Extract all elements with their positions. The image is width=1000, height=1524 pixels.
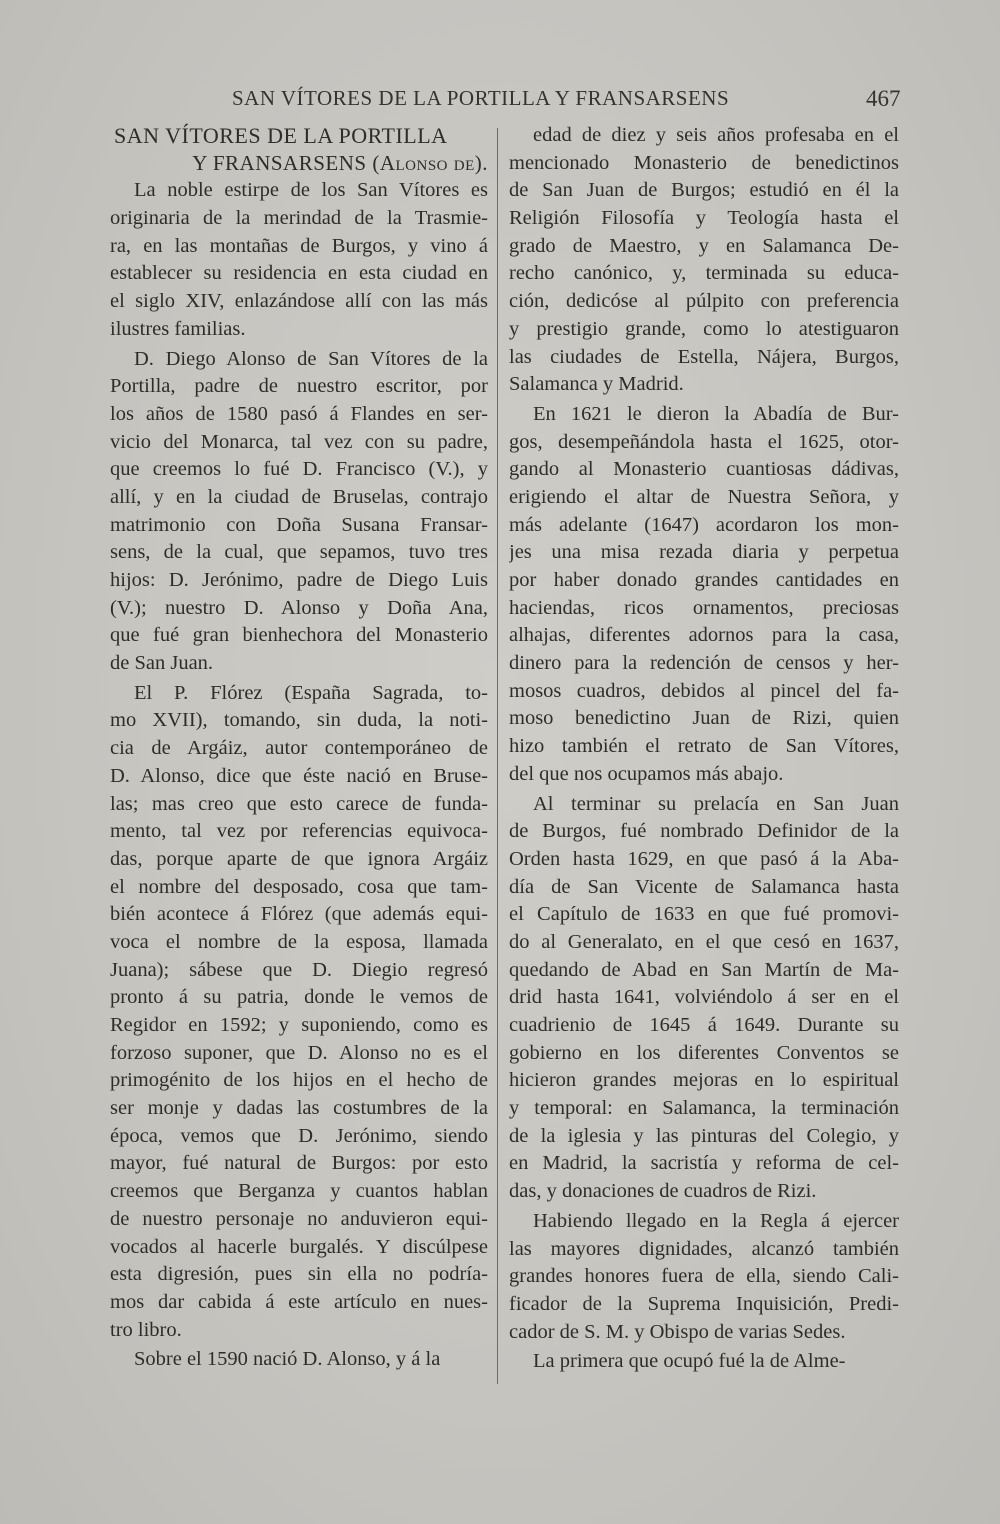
right-column [509,122,899,1376]
text-line: más adelante (1647) acordaron los mon- [509,513,899,536]
text-line: las mayores dignidades, alcanzó también [509,1237,899,1260]
text-line: Habiendo llegado en la Regla á ejercer [533,1209,899,1232]
text-line: En 1621 le dieron la Abadía de Bur- [533,402,899,425]
text-line: ilustres familias. [110,317,246,340]
text-line: gos, desempeñándola hasta el 1625, otor- [509,430,899,453]
paragraph [509,401,899,789]
text-line: La primera que ocupó fué la de Alme- [533,1350,846,1373]
text-line: época, vemos que D. Jerónimo, siendo [110,1124,488,1147]
text-line: das, y donaciones de cuadros de Rizi. [509,1180,817,1203]
text-line: originaria de la merindad de la Trasmie- [110,207,488,230]
text-line: ra, en las montañas de Burgos, y vino á [110,234,488,257]
text-line: Religión Filosofía y Teología hasta el [509,207,899,230]
text-line: del que nos ocupamos más abajo. [509,762,784,785]
text-line: gobierno en los diferentes Conventos se [509,1041,899,1064]
text-line: D. Diego Alonso de San Vítores de la [134,347,488,370]
text-line: pronto á su patria, donde le vemos de [110,986,488,1009]
text-line: haciendas, ricos ornamentos, preciosas [509,596,899,619]
text-line: creemos que Berganza y cuantos hablan [110,1180,488,1203]
paragraph [509,1348,899,1376]
text-line: Regidor en 1592; y suponiendo, como es [110,1014,488,1036]
text-line: bién acontece á Flórez (que además equi- [110,903,488,926]
text-line: y prestigio grande, como lo atestiguaron [509,317,899,340]
text-line: vicio del Monarca, tal vez con su padre, [110,430,488,453]
text-line: ser monje y dadas las costumbres de la [110,1097,488,1120]
text-line: que creemos lo fué D. Francisco (V.), y [110,458,488,481]
text-line: grado de Maestro, y en Salamanca De- [509,234,899,257]
text-line: sens, de la cual, que sepamos, tuvo tres [110,541,488,564]
text-line: alhajas, diferentes adornos para la casa, [509,624,899,647]
paragraph [110,680,488,1345]
text-line: quedando de Abad en San Martín de Ma- [509,958,899,981]
text-line: de San Juan. [110,652,214,675]
paragraph [509,1208,899,1346]
text-line: los años de 1580 pasó á Flandes en ser- [110,402,488,425]
text-line: el siglo XIV, enlazándose allí con las más [110,290,488,313]
text-line: (V.); nuestro D. Alonso y Doña Ana, [110,596,488,619]
entry-author-name: Alonso de [379,150,475,175]
text-line: forzoso suponer, que D. Alonso no es el [110,1041,488,1064]
text-line: jes una misa rezada diaria y perpetua [509,541,899,564]
entry-title-line-2 [110,150,488,178]
text-line: Sobre el 1590 nació D. Alonso, y á la [134,1348,441,1371]
text-line: hicieron grandes mejoras en lo espiritual [509,1069,899,1092]
text-line: drid hasta 1641, volviéndolo á ser en el [509,986,899,1009]
text-line: día de San Vicente de Salamanca hasta [509,875,899,898]
paragraph [110,346,488,678]
text-line: edad de diez y seis años profesaba en el [533,124,899,146]
text-line: vocados al hacerle burgalés. Y discúlpese [110,1235,488,1258]
text-line: cia de Argáiz, autor contemporáneo de [110,737,488,760]
running-header: SAN VÍTORES DE LA PORTILLA Y FRANSARSENS [232,86,730,110]
text-line: matrimonio con Doña Susana Fransar- [110,513,488,536]
column-divider [497,128,498,1384]
text-line: cador de S. M. y Obispo de varias Sedes. [509,1320,846,1343]
text-line: mo XVII), tomando, sin duda, la noti- [110,709,488,732]
text-line: moso benedictino Juan de Rizi, quien [509,707,899,730]
text-line: ción, dedicóse al púlpito con preferencia [509,290,899,313]
text-line: Orden hasta 1629, en que pasó á la Aba- [509,847,899,870]
text-line: voca el nombre de la esposa, llamada [110,930,488,953]
text-line: D. Alonso, dice que éste nació en Bruse- [110,764,488,787]
text-line: hizo también el retrato de San Vítores, [509,735,899,758]
text-line: cuadrienio de 1645 á 1649. Durante su [509,1014,899,1036]
text-line: do al Generalato, en el que cesó en 1637, [509,930,899,953]
text-line: tro libro. [110,1318,182,1341]
text-line: hijos: D. Jerónimo, padre de Diego Luis [110,569,488,591]
paragraph [110,177,488,343]
text-line: que fué gran bienhechora del Monasterio [110,624,488,647]
paragraph [509,791,899,1206]
text-line: de la iglesia y las pinturas del Colegio, y [509,1124,899,1147]
text-line: ficador de la Suprema Inquisición, Predi- [509,1292,899,1315]
text-line: establecer su residencia en esta ciudad en [110,262,488,285]
text-line: esta digresión, pues sin ella no podría- [110,1263,488,1286]
text-line: por haber donado grandes cantidades en [509,569,899,591]
text-line: las ciudades de Estella, Nájera, Burgos, [509,345,899,368]
text-line: mencionado Monasterio de benedictinos [509,151,899,174]
text-line: mos dar cabida á este artículo en nues- [110,1290,488,1313]
text-line: mosos cuadros, debidos al pincel del fa- [509,679,899,702]
page-number: 467 [866,86,901,111]
text-line: grandes honores fuera de ella, siendo Cali- [509,1265,899,1288]
text-line: de Burgos, fué nombrado Definidor de la [509,820,899,843]
entry-title-end: ). [474,150,488,175]
text-line: La noble estirpe de los San Vítores es [134,179,488,202]
entry-title-main: Y FRANSARSENS ( [192,150,380,175]
text-line: mayor, fué natural de Burgos: por esto [110,1152,488,1175]
text-line: primogénito de los hijos en el hecho de [110,1069,488,1092]
text-line: erigiendo el altar de Nuestra Señora, y [509,485,899,508]
text-line: Portilla, padre de nuestro escritor, por [110,375,488,398]
entry-title-line-1: SAN VÍTORES DE LA PORTILLA [114,123,448,148]
paragraph [110,1346,488,1374]
text-line: de nuestro personaje no anduvieron equi- [110,1207,488,1230]
text-line: dinero para la redención de censos y her- [509,652,899,675]
text-line: recho canónico, y, terminada su educa- [509,262,899,285]
text-line: de San Juan de Burgos; estudió en él la [509,179,899,202]
text-line: Juana); sábese que D. Diegio regresó [110,958,488,981]
text-line: y temporal: en Salamanca, la terminación [509,1097,899,1120]
text-line: el nombre del desposado, cosa que tam- [110,875,488,898]
text-line: Salamanca y Madrid. [509,373,684,396]
text-line: allí, y en la ciudad de Bruselas, contrajo [110,485,488,508]
text-line: El P. Flórez (España Sagrada, to- [134,681,488,704]
text-line: en Madrid, la sacristía y reforma de cel- [509,1152,899,1175]
text-line: Al terminar su prelacía en San Juan [533,792,899,815]
text-line: gando al Monasterio cuantiosas dádivas, [509,458,899,481]
text-line: el Capítulo de 1633 en que fué promovi- [509,903,899,926]
text-line: las; mas creo que esto carece de funda- [110,792,488,815]
left-column [110,122,488,1374]
text-line: mento, tal vez por referencias equivoca- [110,820,488,843]
paragraph [509,122,899,399]
text-line: das, porque aparte de que ignora Argáiz [110,847,488,870]
